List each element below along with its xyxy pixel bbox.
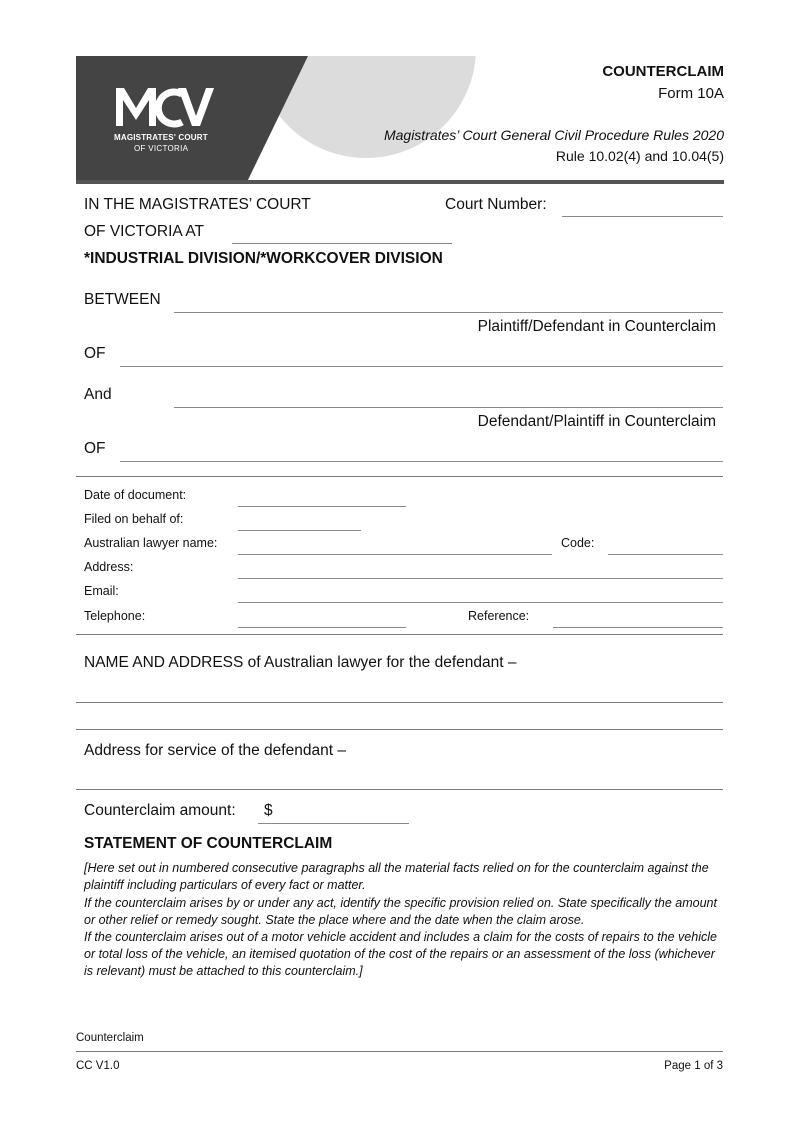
between-label: BETWEEN xyxy=(84,291,161,308)
statement-instruction: [Here set out in numbered consecutive paragraphs all the material facts relied on for the counterclaim against the plaintiff including particulars of every fact or matter. xyxy=(84,861,709,892)
statement-instruction: If the counterclaim arises out of a motor vehicle accident and includes a claim for the costs of repairs to the vehicle or total loss of the vehicle, an itemised quotation of the cost of the repairs or an assessment of the loss (whichever is relevant) must be attached to this counterclaim.] xyxy=(84,930,717,978)
filed-label: Filed on behalf of: xyxy=(84,512,184,526)
date-label: Date of document: xyxy=(84,488,187,502)
party2-field[interactable] xyxy=(174,407,723,408)
footer-divider xyxy=(76,1051,723,1052)
of2-label: OF xyxy=(84,440,106,457)
court-location-field[interactable] xyxy=(232,243,452,244)
address-label: Address: xyxy=(84,560,134,574)
email-label: Email: xyxy=(84,584,119,598)
form-number: Form 10A xyxy=(658,85,724,102)
telephone-label: Telephone: xyxy=(84,609,146,623)
reference-label: Reference: xyxy=(468,609,530,623)
of2-field[interactable] xyxy=(120,461,723,462)
form-title: COUNTERCLAIM xyxy=(602,63,724,80)
party2-role: Defendant/Plaintiff in Counterclaim xyxy=(477,413,716,430)
footer-version: CC V1.0 xyxy=(76,1060,120,1072)
telephone-field[interactable] xyxy=(238,627,406,628)
defendant-lawyer-field[interactable] xyxy=(76,702,723,703)
court-line2: OF VICTORIA AT xyxy=(84,223,205,240)
filed-field[interactable] xyxy=(238,530,361,531)
counterclaim-amount-field[interactable] xyxy=(258,823,409,824)
court-number-field[interactable] xyxy=(562,216,723,217)
address-field[interactable] xyxy=(238,578,723,579)
code-field[interactable] xyxy=(608,554,723,555)
of1-field[interactable] xyxy=(120,366,723,367)
court-number-label: Court Number: xyxy=(445,196,547,213)
defendant-lawyer-field-line2[interactable] xyxy=(76,729,723,730)
footer-doc-name: Counterclaim xyxy=(76,1032,144,1044)
of1-label: OF xyxy=(84,345,106,362)
code-label: Code: xyxy=(561,536,595,550)
party1-role: Plaintiff/Defendant in Counterclaim xyxy=(477,318,716,335)
reference-field[interactable] xyxy=(553,627,723,628)
section-divider xyxy=(76,476,723,477)
rules-reference: Rule 10.02(4) and 10.04(5) xyxy=(555,148,724,164)
header-banner xyxy=(76,56,724,184)
footer-page-number: Page 1 of 3 xyxy=(664,1060,723,1072)
logo-line2: OF VICTORIA xyxy=(134,144,189,153)
date-field[interactable] xyxy=(238,506,406,507)
defendant-lawyer-heading: NAME AND ADDRESS of Australian lawyer for the defendant – xyxy=(84,654,517,671)
lawyer-label: Australian lawyer name: xyxy=(84,536,218,550)
party1-field[interactable] xyxy=(174,312,723,313)
lawyer-field[interactable] xyxy=(238,554,552,555)
service-address-field[interactable] xyxy=(76,789,723,790)
email-field[interactable] xyxy=(238,602,723,603)
division-heading: *INDUSTRIAL DIVISION/*WORKCOVER DIVISION xyxy=(84,250,443,267)
statement-heading: STATEMENT OF COUNTERCLAIM xyxy=(84,835,333,852)
rules-title: Magistrates’ Court General Civil Procedure Rules 2020 xyxy=(383,127,724,143)
service-address-heading: Address for service of the defendant – xyxy=(84,742,346,759)
and-label: And xyxy=(84,386,112,403)
statement-instruction: If the counterclaim arises by or under any act, identify the specific provision relied on. State specifically the amount or other relief or remedy sought. State the place where and the date when the claim arose. xyxy=(84,896,717,927)
logo-line1: MAGISTRATES' COURT xyxy=(114,133,208,142)
currency-symbol: $ xyxy=(264,802,273,819)
banner-rule-bar xyxy=(76,180,724,184)
counterclaim-amount-label: Counterclaim amount: xyxy=(84,802,236,819)
court-line1: IN THE MAGISTRATES’ COURT xyxy=(84,196,311,213)
section-divider xyxy=(76,634,723,635)
